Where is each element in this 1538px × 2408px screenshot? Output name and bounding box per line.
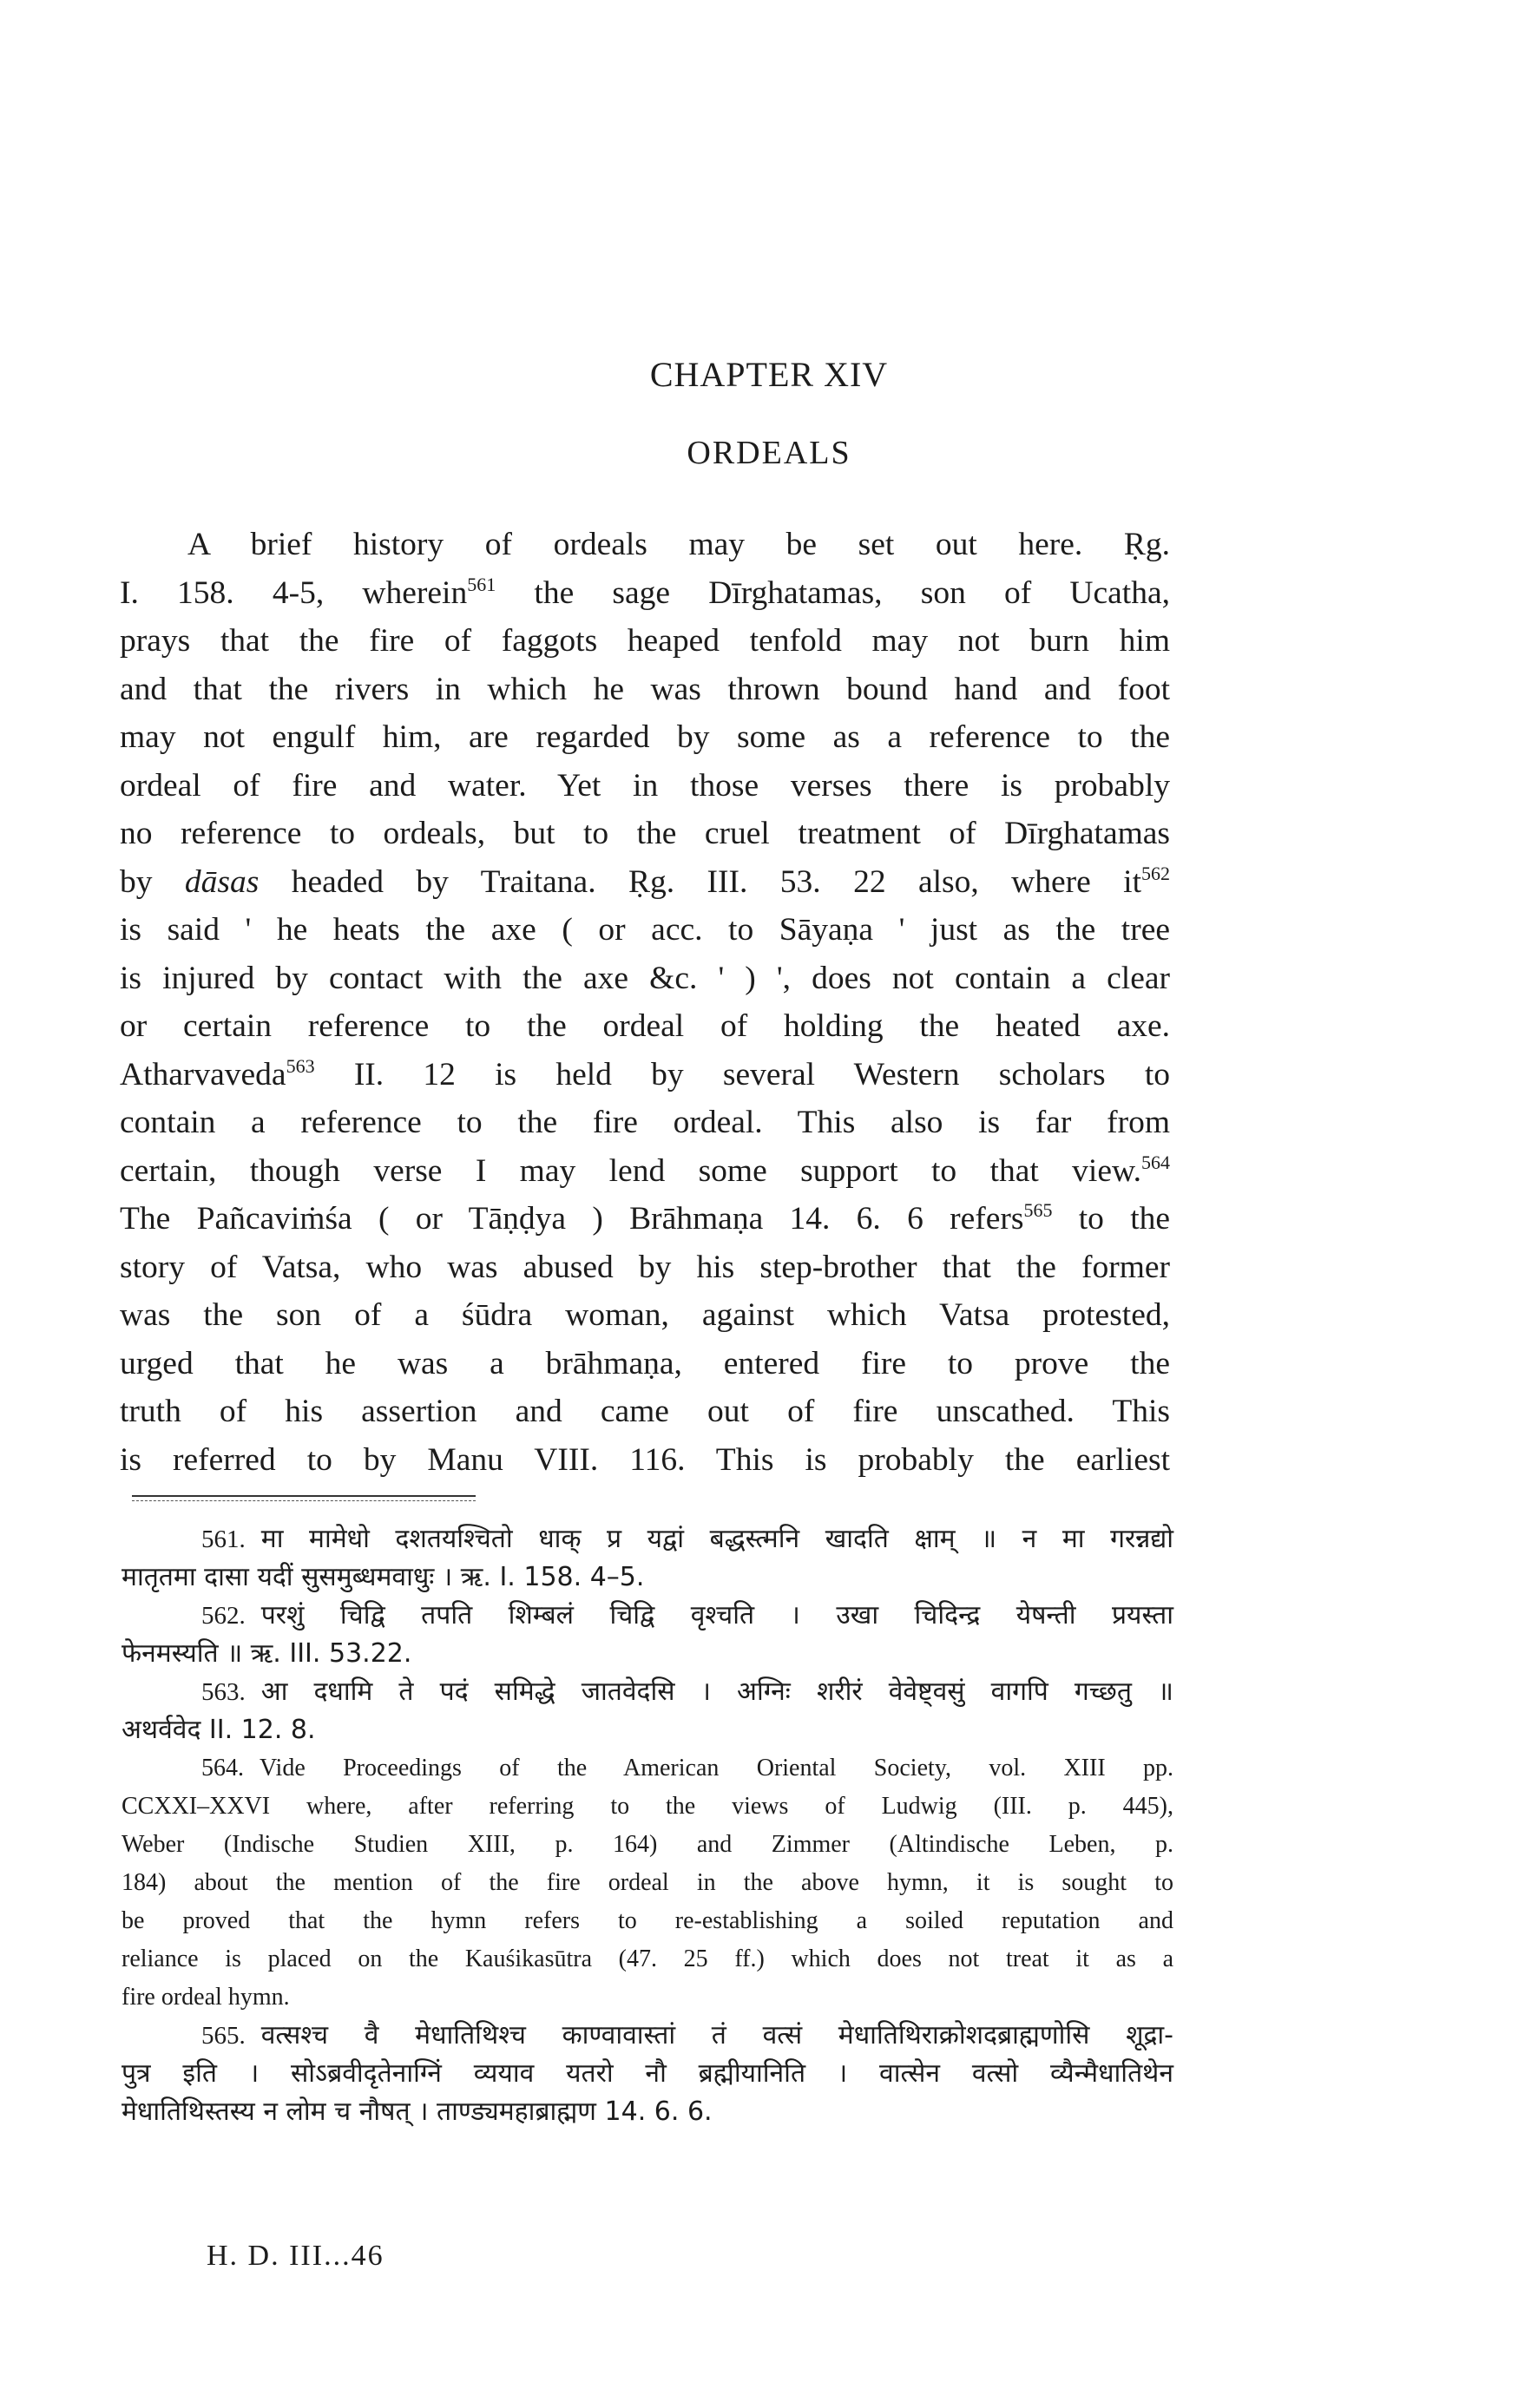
footnote-ref: 564 — [1141, 1151, 1170, 1173]
body-line: and that the rivers in which he was thrown bound hand and foot — [120, 671, 1170, 707]
footnote-line: fire ordeal hymn. — [122, 1984, 290, 2011]
footnote-line: reliance is placed on the Kauśikasūtra (47. 25 ff.) which does not treat it as a — [122, 1945, 1173, 1972]
body-line: A brief history of ordeals may be set out here. Ṛg. — [187, 527, 1170, 562]
footnote-ref: 562 — [1141, 862, 1171, 884]
footnote-565: 565. वत्सश्च वै मेधातिथिश्च काण्वावास्तां तं वत्सं मेधातिथिराक्रोशदब्राह्मणोसि शूद्रा- — [201, 2020, 1173, 2050]
footnote-562: 562. परशुं चिद्वि तपति शिम्बलं चिद्वि वृश्चति । उखा चिदिन्द्र येषन्ती प्रयस्ता — [201, 1600, 1173, 1630]
footnote-divider-dashed — [132, 1500, 476, 1501]
body-line: The Pañcaviṁśa ( or Tāṇḍya ) Brāhmaṇa 14. 6. 6 refers$^{565}$ to the — [120, 1199, 1171, 1237]
body-line: truth of his assertion and came out of fire unscathed. This — [120, 1394, 1170, 1429]
body-line: was the son of a śūdra woman, against which Vatsa protested, — [120, 1297, 1170, 1333]
body-line: is said ' he heats the axe ( or acc. to Sāyaṇa ' just as the tree — [120, 912, 1170, 948]
footnote-564: 564. Vide Proceedings of the American Oriental Society, vol. XIII pp. — [201, 1755, 1173, 1781]
chapter-title: ORDEALS — [687, 435, 851, 471]
footnote-divider — [132, 1495, 476, 1497]
footnote-line: be proved that the hymn refers to re-establishing a soiled reputation and — [122, 1907, 1173, 1934]
footnote-line: 184) about the mention of the fire ordeal in the above hymn, it is sought to — [122, 1869, 1173, 1896]
body-line: may not engulf him, are regarded by some as a reference to the — [120, 719, 1170, 755]
footnote-line: मातृतमा दासा यदीं सुसमुब्धमवाधुः । ऋ. I. 158. 4–5. — [122, 1562, 645, 1592]
footnote-ref: 561 — [467, 573, 496, 595]
footnote-ref: 563 — [286, 1054, 315, 1077]
body-line: by dāsas headed by Traitana. Ṛg. III. 53. 22 also, where $it^{562}$ — [120, 862, 1171, 900]
body-line: is injured by contact with the axe &c. ' ) ', does not contain a clear — [120, 960, 1170, 996]
body-line: no reference to ordeals, but to the cruel treatment of Dīrghatamas — [120, 816, 1170, 851]
footnote-line: फेनमस्यति ॥ ऋ. III. 53.22. — [122, 1638, 412, 1669]
page-signature: H. D. III...46 — [207, 2240, 384, 2272]
body-line: prays that the fire of faggots heaped tenfold may not burn him — [120, 623, 1170, 659]
body-line: or certain reference to the ordeal of holding the heated axe. — [120, 1008, 1170, 1044]
footnote-line: पुत्र इति । सोऽब्रवीदृतेनाग्निं व्ययाव यतरो नौ ब्रह्मीयानिति । वात्सेन वत्सो व्यैन्मैधातिथेन — [122, 2058, 1173, 2089]
body-line: Atharvaveda$^{563}$ II. 12 is held by several Western scholars to — [120, 1054, 1171, 1092]
footnotes — [122, 1520, 1173, 2131]
footnote-line: Weber (Indische Studien XIII, p. 164) and Zimmer (Altindische Leben, p. — [122, 1831, 1173, 1858]
body-line: certain, though verse I may lend some support to that view.$^{564}$ — [120, 1151, 1170, 1189]
footnote-563: 563. आ दधामि ते पदं समिद्धे जातवेदसि । अग्निः शरीरं वेवेष्ट्वसुं वागपि गच्छतु ॥ — [201, 1676, 1173, 1707]
chapter-heading: CHAPTER XIV — [649, 355, 889, 394]
body-paragraph — [120, 521, 1170, 1484]
footnote-line: अथर्ववेद II. 12. 8. — [122, 1715, 316, 1745]
footnote-line: CCXXI–XXVI where, after referring to the views of Ludwig (III. p. 445), — [122, 1793, 1173, 1820]
footnote-561: 561. मा मामेधो दशतयश्चितो धाक् प्र यद्वां बद्धस्त्मनि खादति क्षाम् ॥ न मा गरन्नद्यो — [201, 1524, 1173, 1554]
footnote-ref: 565 — [1023, 1199, 1053, 1221]
body-line: is referred to by Manu VIII. 116. This is probably the earliest — [120, 1441, 1170, 1478]
body-line: ordeal of fire and water. Yet in those verses there is probably — [120, 767, 1170, 804]
body-line: contain a reference to the fire ordeal. This also is far from — [120, 1105, 1170, 1140]
body-line: I. 158. 4-5, wherein$^{561}$ the sage Dīrghatamas, son of Ucatha, — [120, 573, 1170, 611]
footnote-line: मेधातिथिस्तस्य न लोम च नौषत् । ताण्ड्यमहाब्राह्मण 14. 6. 6. — [122, 2096, 713, 2127]
italic-term: dāsas — [184, 863, 260, 900]
body-line: story of Vatsa, who was abused by his step-brother that the former — [120, 1249, 1170, 1285]
body-line: urged that he was a brāhmaṇa, entered fire to prove the — [120, 1345, 1170, 1381]
